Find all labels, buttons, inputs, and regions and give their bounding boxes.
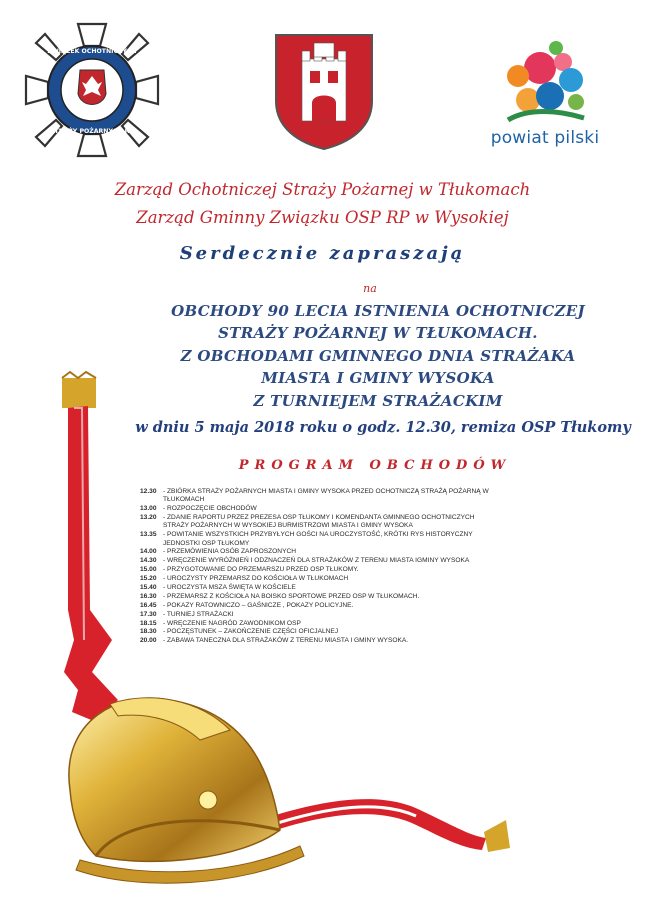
program-text: - UROCZYSTY PRZEMARSZ DO KOŚCIOŁA W TŁUKOMACH bbox=[163, 575, 349, 583]
program-item bbox=[140, 620, 500, 628]
hose-tassel-bottom bbox=[484, 820, 510, 852]
na-word: na bbox=[363, 282, 377, 295]
osp-ring-top: ZWIĄZEK OCHOTNICZYCH bbox=[47, 48, 137, 55]
program-item bbox=[140, 548, 500, 556]
program-item bbox=[140, 637, 500, 645]
program-item bbox=[140, 575, 500, 583]
program-item bbox=[140, 557, 500, 565]
program-text: - PRZEMARSZ Z KOŚCIOŁA NA BOISKO SPORTOWE PRZED OSP W TŁUKOMACH. bbox=[163, 592, 420, 600]
brass-helmet bbox=[69, 698, 304, 883]
occasion-line-3: Z OBCHODAMI GMINNEGO DNIA STRAŻAKA bbox=[180, 347, 576, 365]
program-item bbox=[140, 566, 500, 574]
organizer-2: Zarząd Gminny Związku OSP RP w Wysokiej bbox=[136, 208, 509, 227]
program-time: 13.35 bbox=[140, 531, 157, 539]
program-text: - TURNIEJ STRAŻACKI bbox=[163, 610, 234, 618]
program-time: 13.20 bbox=[140, 514, 157, 522]
program-text: - ZBIÓRKA STRAŻY POŻARNYCH MIASTA I GMINY WYSOKA PRZED OCHOTNICZĄ STRAŻĄ POŻARNĄ W TŁUKOMACH bbox=[163, 488, 489, 504]
program-time: 14.00 bbox=[140, 548, 157, 556]
program-item bbox=[140, 514, 500, 531]
program-time: 15.40 bbox=[140, 584, 157, 592]
occasion-line-1: OBCHODY 90 LECIA ISTNIENIA OCHOTNICZEJ bbox=[171, 302, 585, 320]
program-time: 15.00 bbox=[140, 566, 157, 574]
organizer-1: Zarząd Ochotniczej Straży Pożarnej w Tłukomach bbox=[114, 180, 531, 199]
program-item bbox=[140, 593, 500, 601]
program-list bbox=[140, 488, 500, 646]
powiat-pilski-text: powiat pilski bbox=[490, 128, 600, 148]
occasion-line-5: Z TURNIEJEM STRAŻACKIM bbox=[253, 392, 503, 410]
program-text: - ROZPOCZĘCIE OBCHODÓW bbox=[163, 505, 257, 513]
program-time: 15.20 bbox=[140, 575, 157, 583]
program-text: - ZDANIE RAPORTU PRZEZ PREZESA OSP TŁUKOMY I KOMENDANTA GMINNEGO OCHOTNICZYCH STRAŻY POŻARNYCH W WYSOKIEJ BURMISTRZOWI MIASTA I GMINY WYSOKA bbox=[163, 514, 475, 530]
program-time: 20.00 bbox=[140, 637, 157, 645]
invitation-heading: Serdecznie zapraszają bbox=[179, 243, 466, 264]
hose-tassel-top bbox=[62, 372, 96, 408]
program-item bbox=[140, 611, 500, 619]
program-time: 14.30 bbox=[140, 557, 157, 565]
program-text: - POCZĘSTUNEK – ZAKOŃCZENIE CZĘŚCI OFICJALNEJ bbox=[163, 628, 339, 636]
program-text: - PRZYGOTOWANIE DO PRZEMARSZU PRZED OSP TŁUKOMY. bbox=[163, 566, 359, 574]
program-time: 16.45 bbox=[140, 601, 157, 609]
program-time: 16.30 bbox=[140, 592, 157, 600]
occasion-line-4: MIASTA I GMINY WYSOKA bbox=[261, 369, 495, 387]
program-item bbox=[140, 505, 500, 513]
program-text: - ZABAWA TANECZNA DLA STRAŻAKÓW Z TERENU MIASTA I GMINY WYSOKA. bbox=[163, 637, 409, 645]
program-title: PROGRAM OBCHODÓW bbox=[238, 458, 512, 473]
program-item bbox=[140, 628, 500, 636]
program-time: 13.00 bbox=[140, 505, 157, 513]
osp-ring-bottom: STRAŻY POŻARNYCH RP bbox=[50, 128, 134, 135]
program-text: - POKAZY RATOWNICZO – GAŚNICZE , POKAZY POLICYJNE. bbox=[163, 601, 354, 609]
program-item bbox=[140, 584, 500, 592]
osp-association-logo bbox=[22, 20, 162, 160]
program-text: - POWITANIE WSZYSTKICH PRZYBYŁYCH GOŚCI NA UROCZYSTOŚĆ, KRÓTKI RYS HISTORYCZNY JEDNOSTKI OSP TŁUKOMY bbox=[163, 531, 473, 547]
program-time: 17.30 bbox=[140, 610, 157, 618]
program-text: - UROCZYSTA MSZA ŚWIĘTA W KOŚCIELE bbox=[163, 584, 296, 592]
program-item bbox=[140, 488, 500, 505]
occasion-line-2: STRAŻY POŻARNEJ W TŁUKOMACH. bbox=[218, 324, 538, 342]
program-time: 18.30 bbox=[140, 628, 157, 636]
program-text: - WRĘCZENIE NAGRÓD ZAWODNIKOM OSP bbox=[163, 619, 301, 627]
program-text: - PRZEMÓWIENIA OSÓB ZAPROSZONYCH bbox=[163, 548, 296, 556]
program-time: 18.15 bbox=[140, 619, 157, 627]
program-item bbox=[140, 531, 500, 548]
event-date-line: w dniu 5 maja 2018 roku o godz. 12.30, remiza OSP Tłukomy bbox=[135, 419, 631, 436]
wysoka-coat-of-arms bbox=[274, 33, 374, 151]
program-item bbox=[140, 602, 500, 610]
program-time: 12.30 bbox=[140, 488, 157, 495]
program-text: - WRĘCZENIE WYRÓŻNIEŃ I ODZNACZEŃ DLA STRAŻAKÓW Z TERENU MIASTA IGMINY WYSOKA bbox=[163, 557, 470, 565]
